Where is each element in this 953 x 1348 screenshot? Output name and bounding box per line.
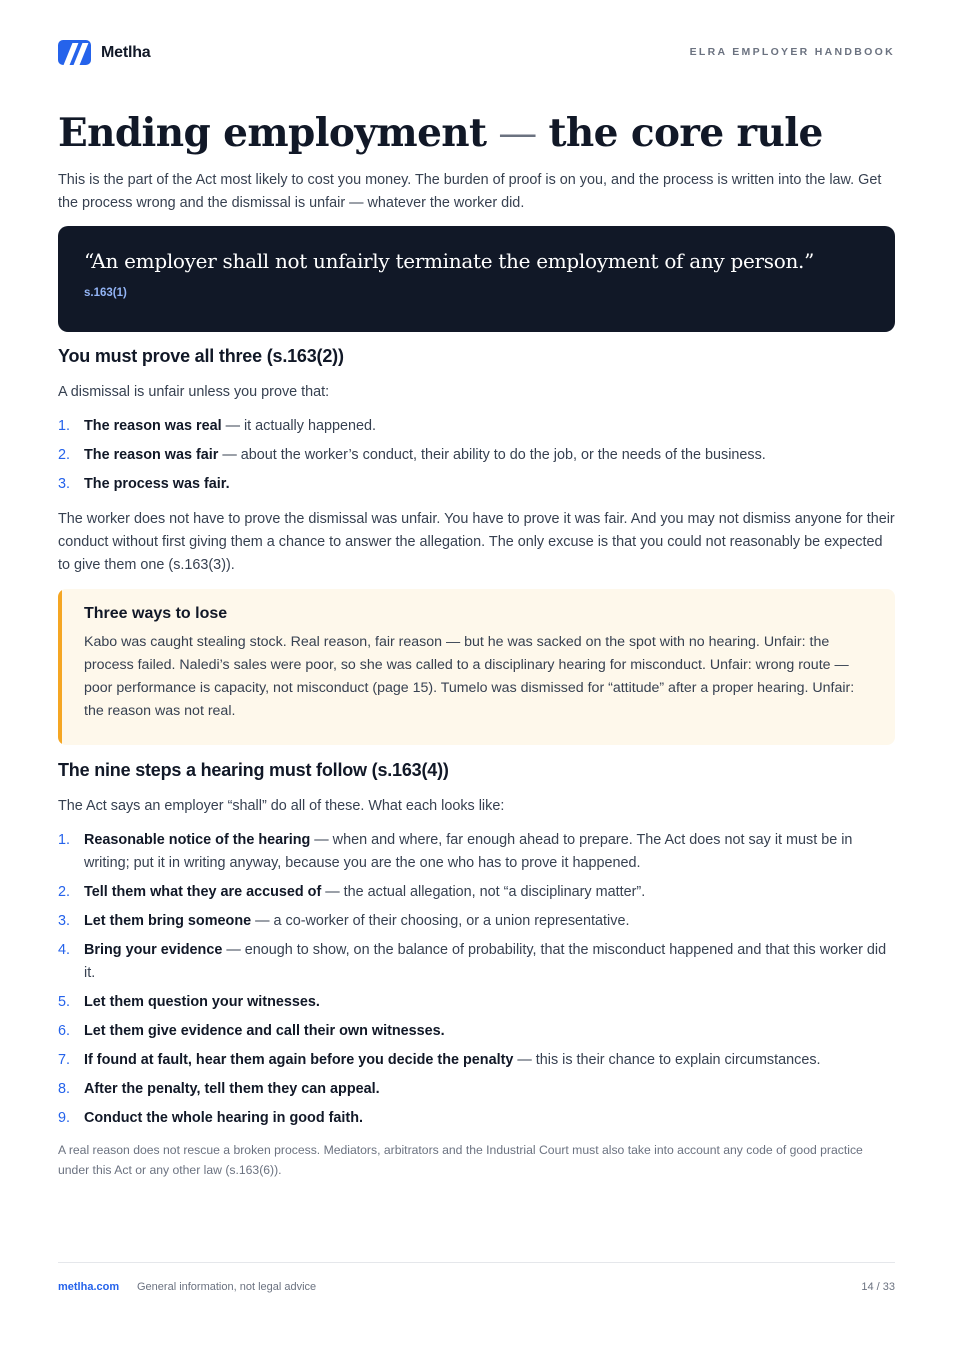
statute-quote: [58, 226, 895, 332]
list-item-text: — when and where, far enough ahead to prepare. The Act does not say it must be in writing; put it in writing anyway, because you are the one who has to prove it happened.: [84, 832, 853, 871]
list-item-text: — enough to show, on the balance of probability, that the misconduct happened and that this worker did it.: [84, 942, 887, 981]
metlha-logo-icon: [58, 40, 91, 65]
list-item-lead: Tell them what they are accused of: [84, 884, 322, 900]
list-item-lead: Let them bring someone: [84, 913, 252, 929]
section1-explanation: The worker does not have to prove the dismissal was unfair. You have to prove it was fair. And you may not dismiss anyone for their conduct without first giving them a chance to answer the allegation. The only excuse is that you could not reasonably be expected to give them one (s.163(3)).: [58, 511, 895, 573]
list-number: 7.: [58, 1052, 71, 1068]
callout-title: Three ways to lose: [84, 605, 228, 622]
list-number: 4.: [58, 942, 71, 958]
brand-name: Metlha: [101, 43, 151, 61]
site-link[interactable]: metlha.com: [58, 1281, 120, 1293]
example-callout: [58, 589, 895, 745]
list-number: 1.: [58, 832, 71, 848]
list-number: 3.: [58, 476, 71, 492]
page-number: 14 / 33: [861, 1281, 895, 1293]
list-item: [58, 881, 895, 904]
title-part-1: Ending employment: [58, 110, 487, 156]
page-header: [58, 40, 895, 66]
list-item: [58, 1078, 895, 1101]
list-item: [58, 829, 895, 875]
list-item: [58, 910, 895, 933]
callout-body: Kabo was caught stealing stock. Real reason, fair reason — but he was sacked on the spot with no hearing. Unfair: the process failed. Naledi’s sales were poor, so she was called to a disciplinary hearing for misconduct. Unfair: wrong route — poor performance is capacity, not misconduct (page 15). Tumelo was dismissed for “attitude” after a proper hearing. Unfair: the reason was not real.: [84, 634, 855, 719]
list-number: 2.: [58, 884, 71, 900]
list-item-text: — about the worker’s conduct, their ability to do the job, or the needs of the business.: [218, 447, 766, 463]
list-number: 5.: [58, 994, 71, 1010]
list-item: [58, 1107, 895, 1130]
footer-disclaimer: General information, not legal advice: [137, 1281, 317, 1293]
intro-paragraph: This is the part of the Act most likely to cost you money. The burden of proof is on you, and the process is written into the law. Get the process wrong and the dismissal is unfair — whatever the worker did.: [58, 172, 882, 211]
proof-list: [58, 415, 895, 502]
list-item-text: — this is their chance to explain circumstances.: [513, 1052, 821, 1068]
list-item: [58, 444, 895, 467]
list-item-text: — the actual allegation, not “a disciplinary matter”.: [321, 884, 646, 900]
list-number: 1.: [58, 418, 71, 434]
list-item-lead: If found at fault, hear them again before you decide the penalty: [84, 1052, 514, 1068]
list-number: 8.: [58, 1081, 71, 1097]
section1-lead: A dismissal is unfair unless you prove that:: [58, 384, 330, 400]
brand-logo[interactable]: [58, 40, 150, 65]
section2-lead: The Act says an employer “shall” do all of these. What each looks like:: [58, 798, 505, 814]
list-item-lead: Let them give evidence and call their own witnesses.: [84, 1023, 445, 1039]
list-number: 2.: [58, 447, 71, 463]
footer-divider: [58, 1262, 895, 1263]
hearing-steps-list: [58, 829, 895, 1136]
section-heading-nine-steps: The nine steps a hearing must follow (s.163(4)): [58, 760, 449, 780]
quote-text: “An employer shall not unfairly terminate the employment of any person.”: [84, 249, 815, 273]
list-item-lead: The reason was fair: [84, 447, 219, 463]
list-item-text: — a co-worker of their choosing, or a union representative.: [251, 913, 630, 929]
title-part-2: the core rule: [548, 110, 823, 156]
footnote: A real reason does not rescue a broken process. Mediators, arbitrators and the Industrial Court must also take into account any code of good practice under this Act or any other law (s.163(6)).: [58, 1143, 863, 1177]
list-item: [58, 939, 895, 985]
list-number: 6.: [58, 1023, 71, 1039]
list-item-lead: The process was fair.: [84, 476, 230, 492]
list-item-text: — it actually happened.: [221, 418, 376, 434]
list-item: [58, 415, 895, 438]
title-dash: —: [486, 111, 549, 156]
list-item-lead: After the penalty, tell them they can appeal.: [84, 1081, 380, 1097]
handbook-page: [58, 0, 895, 1348]
section-heading-prove-three: You must prove all three (s.163(2)): [58, 346, 344, 366]
list-item: [58, 1020, 895, 1043]
page-title: [58, 110, 823, 156]
quote-reference: s.163(1): [84, 287, 127, 299]
list-item-lead: Conduct the whole hearing in good faith.: [84, 1110, 364, 1126]
list-item: [58, 1049, 895, 1072]
list-item: [58, 991, 895, 1014]
list-item-lead: Bring your evidence: [84, 942, 223, 958]
list-item-lead: The reason was real: [84, 418, 222, 434]
list-item-lead: Reasonable notice of the hearing: [84, 832, 311, 848]
list-item-lead: Let them question your witnesses.: [84, 994, 320, 1010]
list-item: [58, 473, 895, 496]
list-number: 3.: [58, 913, 71, 929]
list-number: 9.: [58, 1110, 71, 1126]
handbook-label: ELRA EMPLOYER HANDBOOK: [689, 46, 895, 58]
